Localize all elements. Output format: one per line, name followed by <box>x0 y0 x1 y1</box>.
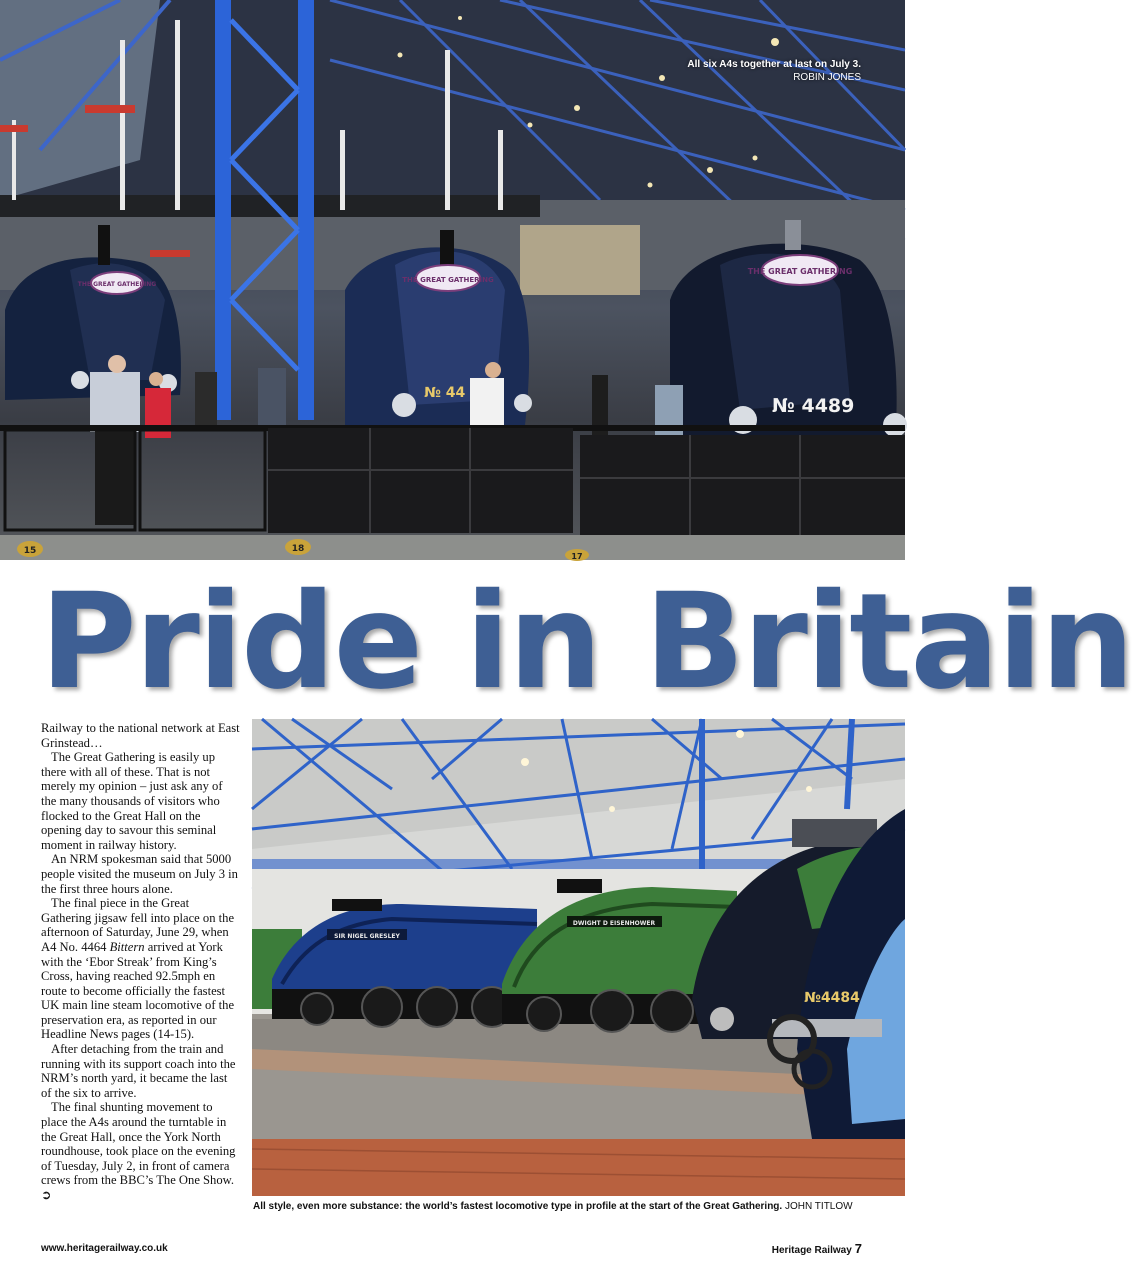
floor-marker-15: 15 <box>23 546 37 556</box>
floor-marker-18: 18 <box>291 544 305 554</box>
floor-marker-17: 17 <box>571 552 583 561</box>
headboard-left-text: THE GREAT GATHERING <box>77 281 157 288</box>
top-photo-caption <box>687 58 861 84</box>
headboard-right-text: THE GREAT GATHERING <box>747 267 853 276</box>
number-right: № 4489 <box>772 395 855 417</box>
bottom-photo-illustration <box>252 719 905 1196</box>
barrier <box>0 425 905 540</box>
page-number: 7 <box>854 1241 862 1256</box>
bottom-caption-credit: JOHN TITLOW <box>784 1201 853 1212</box>
top-caption-text: All six A4s together at last on July 3. <box>687 59 861 70</box>
article-body <box>41 721 241 1203</box>
top-caption-credit: ROBIN JONES <box>793 72 861 83</box>
bottom-caption-text: All style, even more substance: the world’s fastest locomotive type in profile at the start of the Great Gathering. <box>253 1201 783 1212</box>
article-paragraph-3: An NRM spokesman said that 5000 people visited the museum on July 3 in the first three hours alone. <box>41 852 238 896</box>
nameplate-dwight-d-eisenhower: DWIGHT D EISENHOWER <box>572 920 656 927</box>
article-paragraph-1: Railway to the national network at East Grinstead… <box>41 721 240 750</box>
nameplate-sir-nigel-gresley: SIR NIGEL GRESLEY <box>334 933 400 940</box>
headline: Pride in Britain <box>40 565 1133 719</box>
article-paragraph-6: The final shunting movement to place the A4s around the turntable in the Great Hall, once the York North roundhouse, took place on the evening of Tuesday, July 2, in front of camera crews from the BBC’s The One Show. ➲ <box>41 1100 236 1202</box>
article-paragraph-4-start: The final piece in the Great Gathering jigsaw fell into place on the afternoon of Saturday, June 29, when A4 No. 4464 <box>41 896 235 954</box>
number-front-loco: №4484 <box>804 990 860 1006</box>
article-paragraph-4 <box>41 896 241 1042</box>
article-paragraph-2: The Great Gathering is easily up there with all of these. That is not merely my opinion – just ask any of the many thousands of visitors who flocked to the Great Hall on the opening day to savour this seminal moment in railway history. <box>41 750 223 852</box>
publication-name: Heritage Railway <box>771 1245 852 1256</box>
footer-url[interactable]: www.heritagerailway.co.uk <box>41 1243 168 1254</box>
number-middle: № 44 <box>424 385 466 401</box>
loco-name-bittern: Bittern <box>109 939 145 954</box>
bottom-photo <box>252 719 905 1196</box>
article-paragraph-4-end: arrived at York with the ‘Ebor Streak’ from King’s Cross, having reached 92.5mph en route to become officially the fastest UK main line steam locomotive of the preservation era, as reported in our Headline News pages (14-15). <box>41 939 235 1042</box>
top-photo-illustration <box>0 0 905 560</box>
top-photo <box>0 0 905 560</box>
article-paragraph-5: After detaching from the train and running with its support coach into the NRM’s north yard, it became the last of the six to arrive. <box>41 1042 236 1100</box>
headboard-middle-text: THE GREAT GATHERING <box>402 276 494 284</box>
footer-publication <box>772 1240 862 1258</box>
bottom-photo-caption <box>253 1200 903 1213</box>
